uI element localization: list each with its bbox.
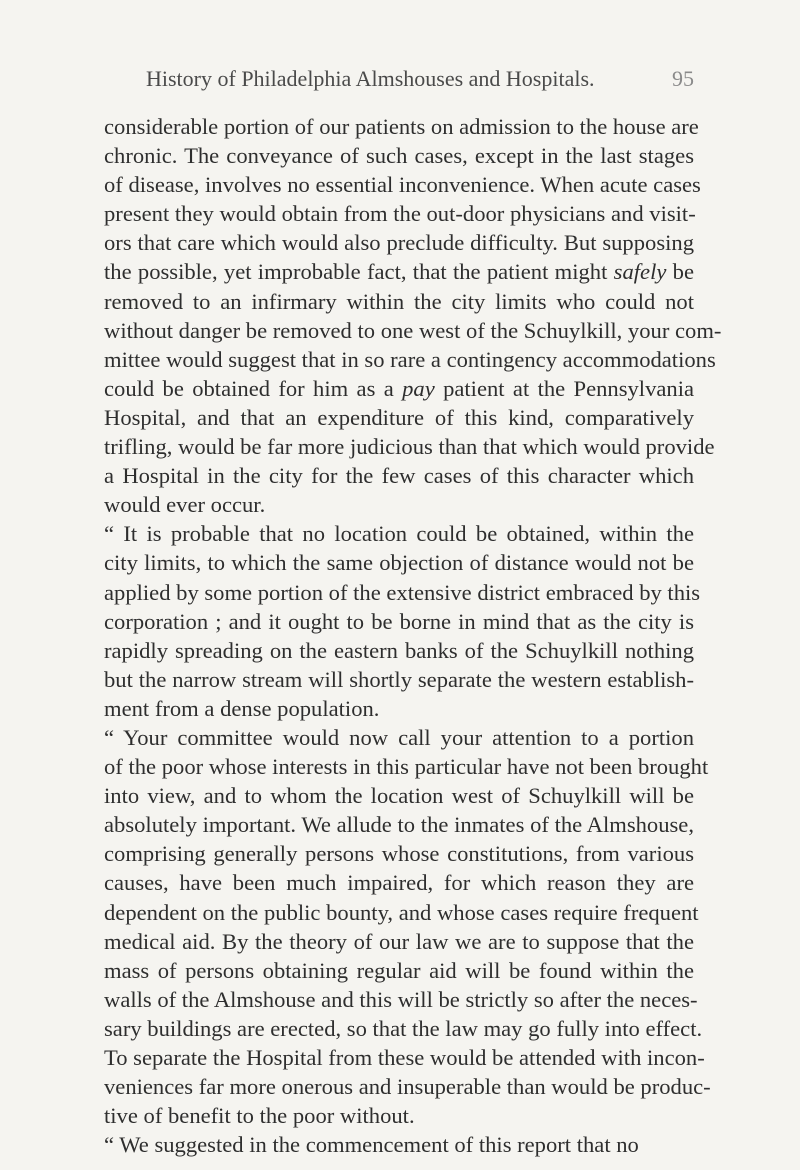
italic-word: pay — [402, 375, 435, 401]
text-line: causes, have been much impaired, for which reason they are — [104, 870, 694, 896]
text-line: city limits, to which the same objection of distance would not be — [104, 550, 694, 576]
text-line: ors that care which would also preclude difficulty. But supposing — [104, 230, 694, 256]
text-line: absolutely important. We allude to the inmates of the Almshouse, — [104, 812, 694, 838]
text-line — [104, 257, 694, 286]
page-number: 95 — [672, 66, 694, 91]
text-line: comprising generally persons whose constitutions, from various — [104, 841, 694, 867]
text-segment: could be obtained for him as a — [104, 375, 403, 401]
text-line: medical aid. By the theory of our law we are to suppose that the — [104, 928, 694, 954]
text-line: “ Your committee would now call your attention to a portion — [104, 724, 694, 750]
text-line: corporation ; and it ought to be borne in mind that as the city is — [104, 608, 694, 634]
text-line: veniences far more onerous and insuperable than would be produc- — [104, 1074, 711, 1100]
italic-word: safely — [613, 259, 667, 285]
text-line: applied by some portion of the extensive district embraced by this — [104, 579, 701, 605]
text-line: Hospital, and that an expenditure of this kind, comparatively — [104, 404, 694, 430]
text-line: sary buildings are erected, so that the law may go fully into effect. — [104, 1015, 703, 1041]
text-line: walls of the Almshouse and this will be strictly so after the neces- — [104, 986, 698, 1012]
text-line: rapidly spreading on the eastern banks of the Schuylkill nothing — [104, 637, 694, 663]
text-segment: be — [666, 259, 694, 285]
running-head — [104, 66, 694, 96]
text-line: mass of persons obtaining regular aid will be found within the — [104, 957, 694, 983]
text-line: chronic. The conveyance of such cases, except in the last stages — [104, 143, 694, 169]
text-line: would ever occur. — [104, 492, 266, 518]
text-line: without danger be removed to one west of the Schuylkill, your com- — [104, 317, 722, 343]
body-text — [104, 112, 722, 1159]
text-line: of the poor whose interests in this particular have not been brought — [104, 754, 709, 780]
text-line: but the narrow stream will shortly separate the western establish- — [104, 666, 694, 692]
text-line: trifling, would be far more judicious than that which would provide — [104, 434, 715, 460]
running-title: History of Philadelphia Almshouses and Hospitals. — [146, 66, 595, 91]
text-line: dependent on the public bounty, and whose cases require frequent — [104, 899, 699, 925]
text-line: a Hospital in the city for the few cases of this character which — [104, 463, 694, 489]
text-line: considerable portion of our patients on admission to the house are — [104, 114, 699, 139]
text-line: removed to an infirmary within the city limits who could not — [104, 288, 694, 314]
text-line: into view, and to whom the location west of Schuylkill will be — [104, 783, 694, 809]
text-line: To separate the Hospital from these would be attended with incon- — [104, 1045, 705, 1070]
text-line: present they would obtain from the out-door physicians and visit- — [104, 201, 696, 227]
text-segment: the possible, yet improbable fact, that the patient might — [104, 259, 614, 285]
text-line: mittee would suggest that in so rare a contingency accommodations — [104, 346, 716, 372]
text-line: “ It is probable that no location could be obtained, within the — [104, 521, 694, 547]
text-line: of disease, involves no essential inconvenience. When acute cases — [104, 172, 701, 198]
text-line — [104, 374, 694, 403]
text-line: ment from a dense population. — [104, 695, 380, 721]
text-line: “ We suggested in the commencement of this report that no — [104, 1132, 639, 1158]
text-segment: patient at the Pennsylvania — [434, 375, 695, 401]
text-line: tive of benefit to the poor without. — [104, 1103, 415, 1129]
